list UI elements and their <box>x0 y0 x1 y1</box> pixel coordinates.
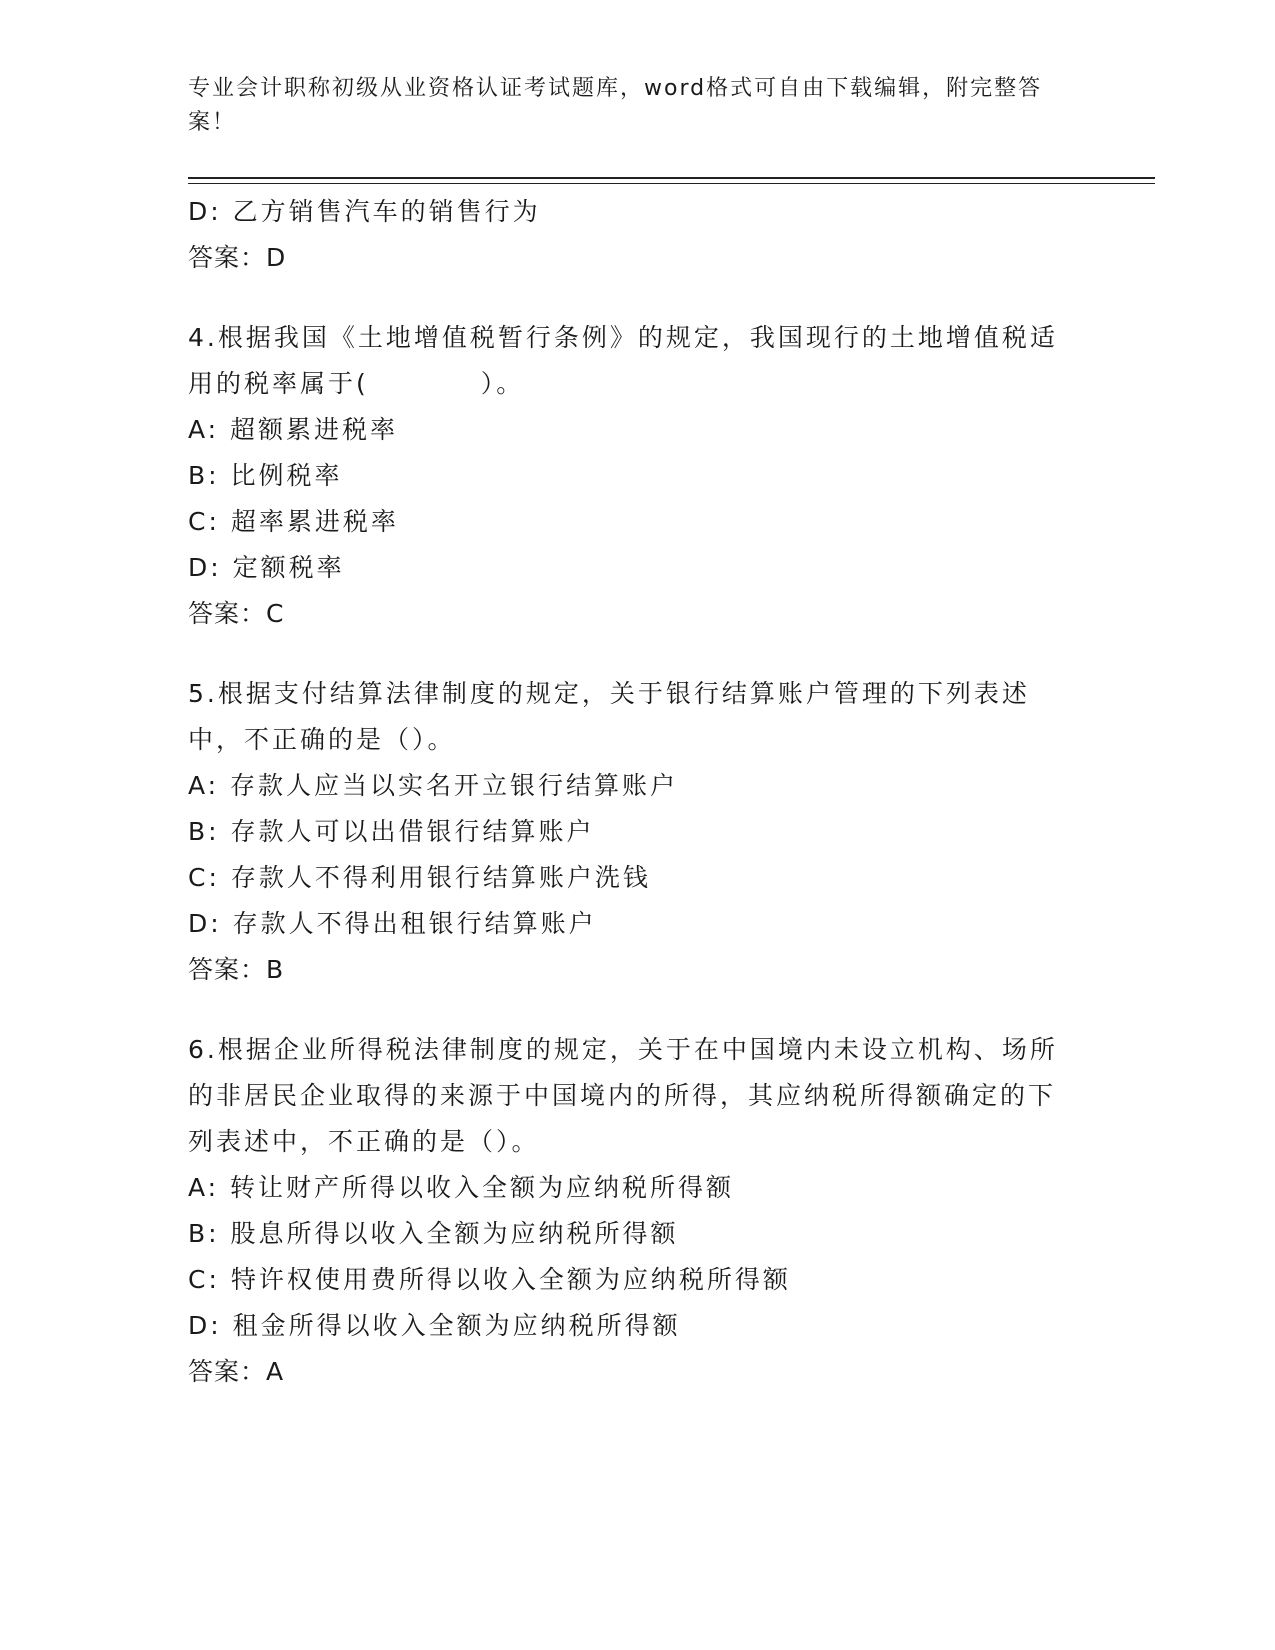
question-stem: 4.根据我国《土地增值税暂行条例》的规定，我国现行的土地增值税适用的税率属于( ）。 <box>188 323 1058 398</box>
option-c: C: 特许权使用费所得以收入全额为应纳税所得额 <box>188 1265 791 1294</box>
header-divider-thin <box>188 183 1155 184</box>
option-d: D: 定额税率 <box>188 553 345 582</box>
answer: 答案：D <box>188 243 287 272</box>
question-5 <box>188 671 1068 993</box>
header-divider <box>188 177 1155 179</box>
option-d: D: 租金所得以收入全额为应纳税所得额 <box>188 1311 681 1340</box>
option-a: A: 超额累进税率 <box>188 415 399 444</box>
option-b: B: 存款人可以出借银行结算账户 <box>188 817 595 846</box>
question-6 <box>188 1027 1068 1395</box>
option-c: C: 存款人不得利用银行结算账户洗钱 <box>188 863 651 892</box>
document-header: 专业会计职称初级从业资格认证考试题库，word格式可自由下载编辑，附完整答案！ <box>188 76 1043 135</box>
answer: 答案：A <box>188 1357 285 1386</box>
question-stem: 5.根据支付结算法律制度的规定，关于银行结算账户管理的下列表述中，不正确的是（）。 <box>188 679 1030 754</box>
option-d: D: 存款人不得出租银行结算账户 <box>188 909 597 938</box>
option-a: A: 转让财产所得以收入全额为应纳税所得额 <box>188 1173 735 1202</box>
answer: 答案：B <box>188 955 285 984</box>
question-4 <box>188 315 1068 637</box>
option-b: B: 比例税率 <box>188 461 343 490</box>
option-b: B: 股息所得以收入全额为应纳税所得额 <box>188 1219 679 1248</box>
option-a: A: 存款人应当以实名开立银行结算账户 <box>188 771 679 800</box>
option-c: C: 超率累进税率 <box>188 507 399 536</box>
question-stem: 6.根据企业所得税法律制度的规定，关于在中国境内未设立机构、场所的非居民企业取得的来源于中国境内的所得，其应纳税所得额确定的下列表述中，不正确的是（）。 <box>188 1035 1058 1156</box>
question-list <box>188 189 1068 1395</box>
previous-question-tail <box>188 189 1068 281</box>
answer: 答案：C <box>188 599 285 628</box>
option-d: D: 乙方销售汽车的销售行为 <box>188 197 541 226</box>
